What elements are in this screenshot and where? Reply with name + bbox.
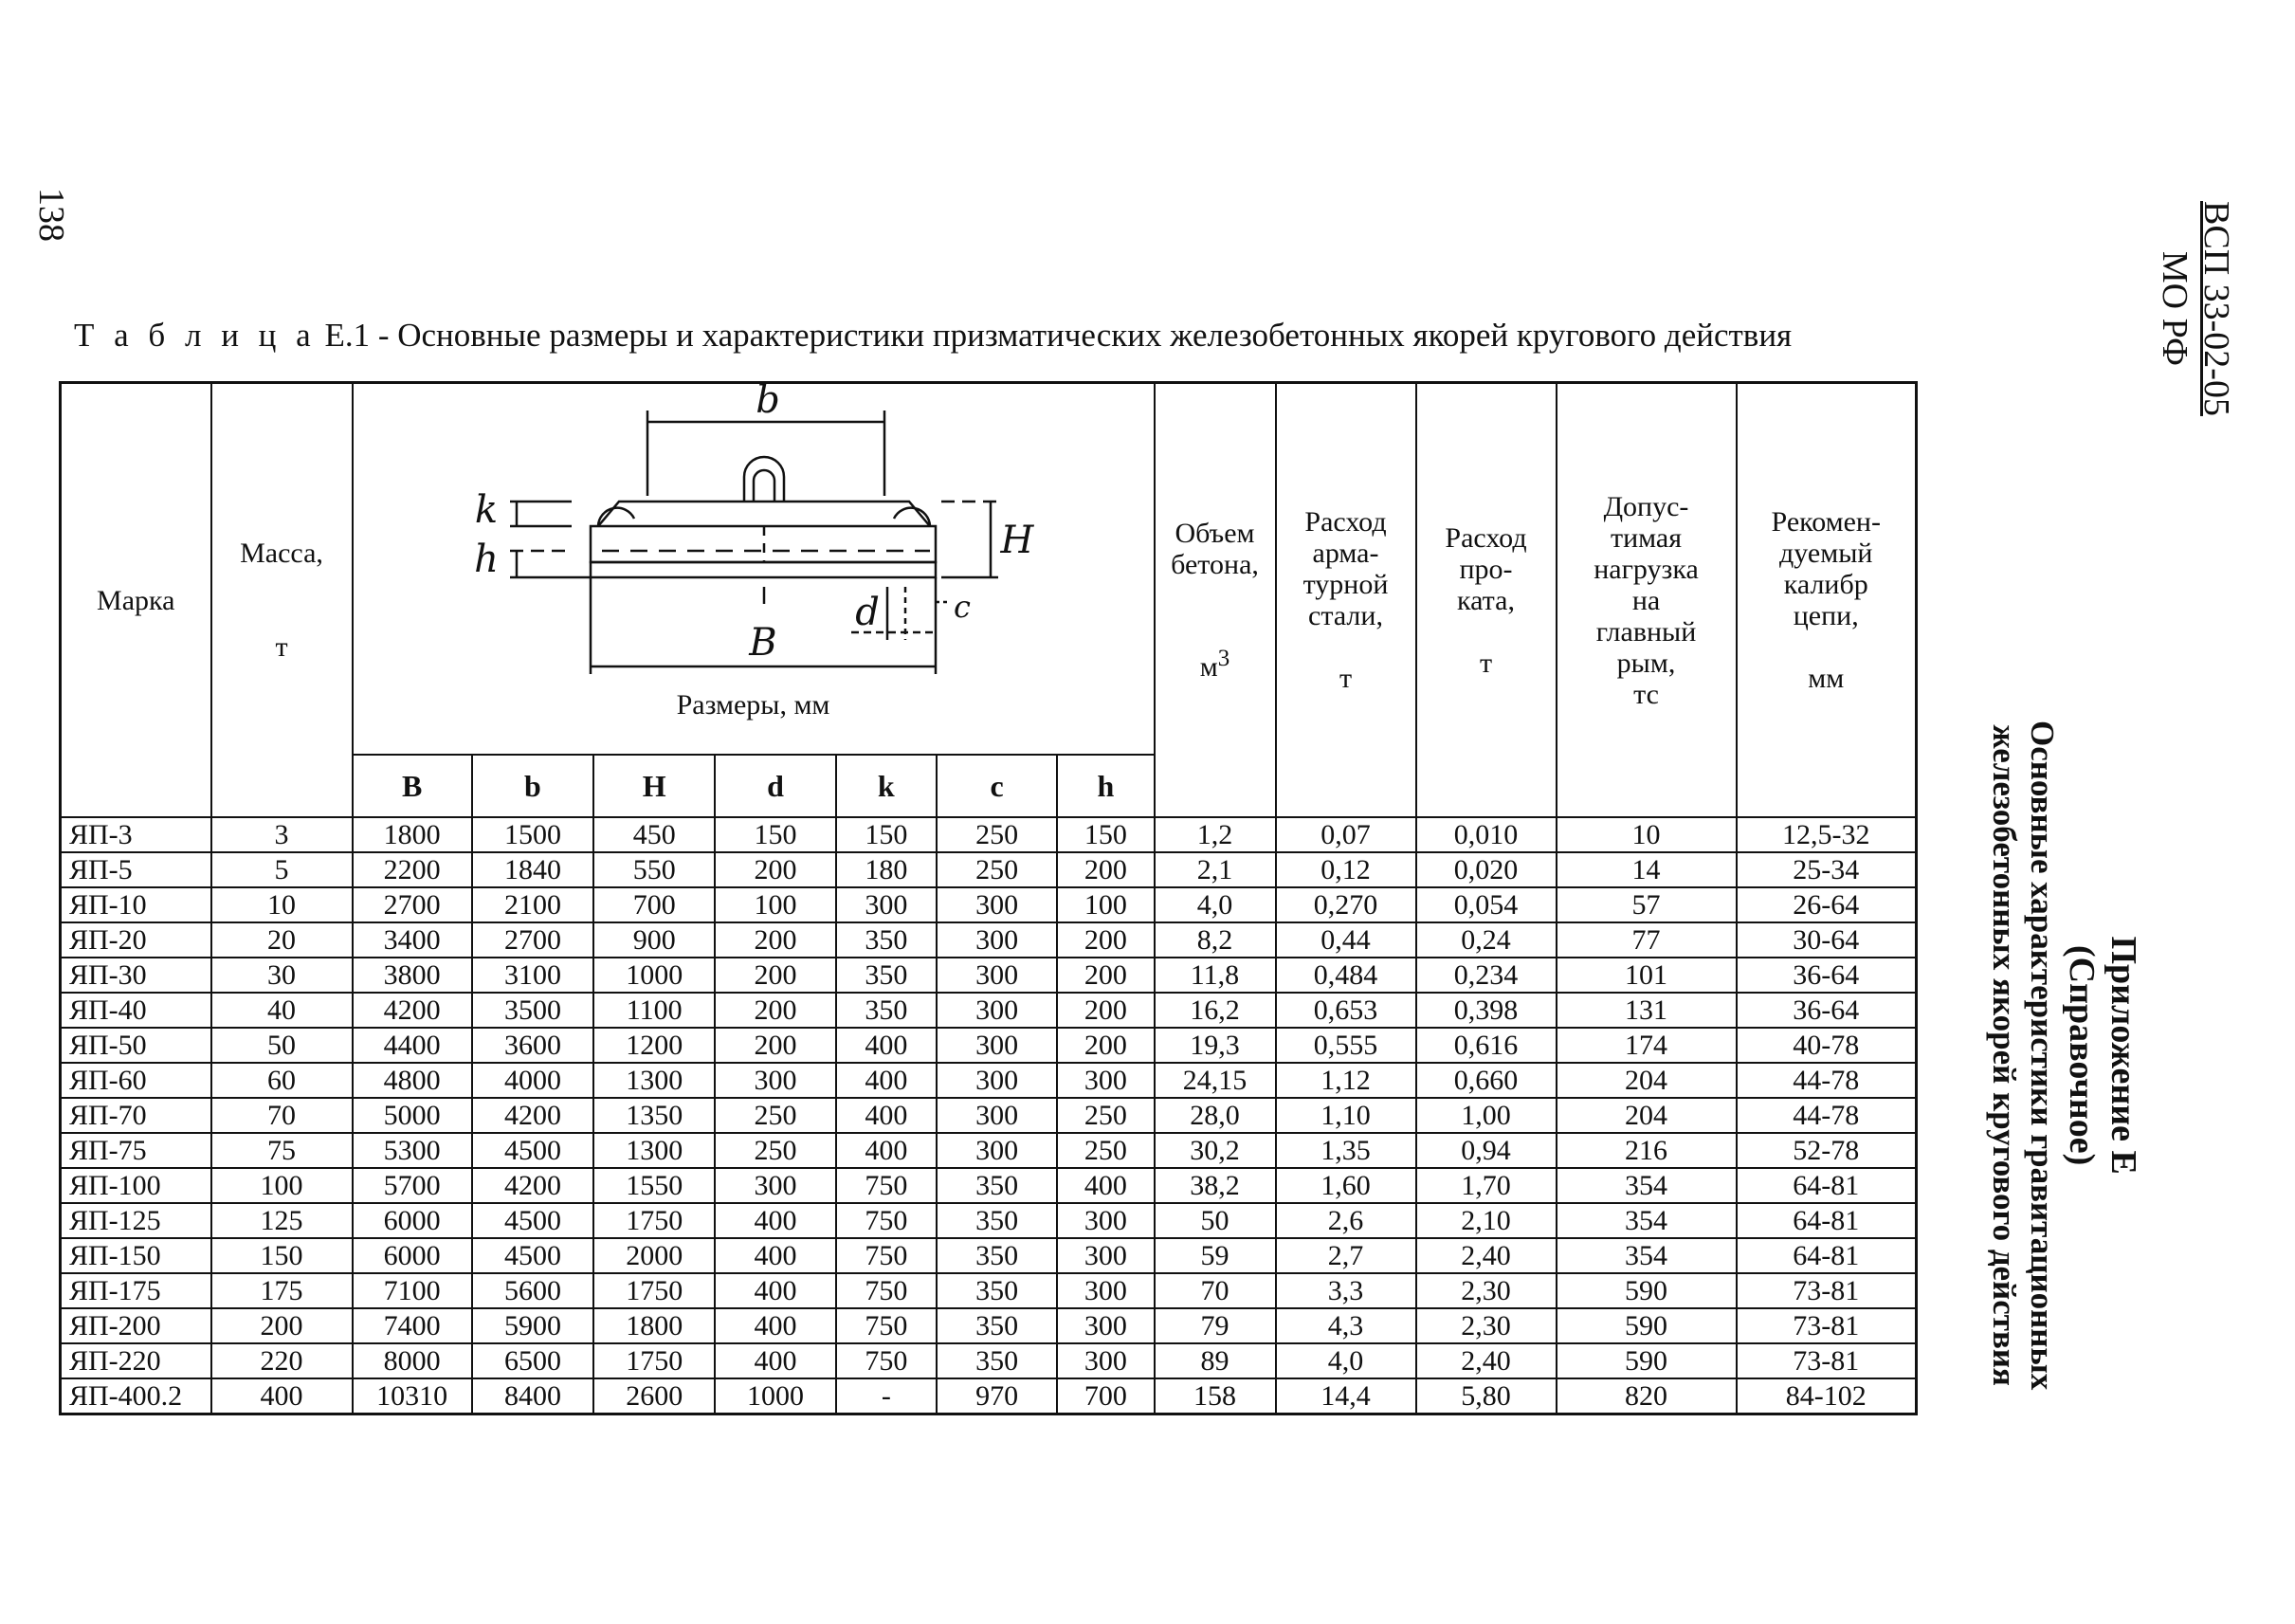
table-cell: 1,35 [1276, 1133, 1416, 1168]
table-cell: 1550 [593, 1168, 715, 1203]
table-cell: 300 [1057, 1343, 1154, 1378]
table-cell: 26-64 [1737, 887, 1917, 922]
anchor-top-chamfer [598, 502, 930, 526]
table-cell: 150 [836, 817, 937, 852]
table-row [61, 1098, 1917, 1133]
anchor-characteristics-table [59, 381, 1918, 1415]
table-cell: 2,40 [1416, 1238, 1557, 1273]
table-cell-mark: ЯП-40 [61, 993, 211, 1028]
table-cell: 0,555 [1276, 1028, 1416, 1063]
table-row [61, 958, 1917, 993]
table-cell: 25-34 [1737, 852, 1917, 887]
table-cell: 2,30 [1416, 1308, 1557, 1343]
table-cell: 0,653 [1276, 993, 1416, 1028]
header-rebar: Расход арма- турной стали, т [1276, 383, 1416, 818]
table-cell: 4500 [472, 1238, 593, 1273]
table-cell: 158 [1155, 1378, 1276, 1414]
table-cell: 100 [1057, 887, 1154, 922]
table-cell: 200 [1057, 852, 1154, 887]
table-cell: 820 [1557, 1378, 1737, 1414]
table-cell-mark: ЯП-150 [61, 1238, 211, 1273]
side-lug-left [598, 508, 634, 526]
diagram-label-h: h [473, 538, 499, 581]
table-cell: 590 [1557, 1308, 1737, 1343]
table-cell: 73-81 [1737, 1308, 1917, 1343]
table-cell: 1750 [593, 1343, 715, 1378]
table-cell: 3 [211, 817, 353, 852]
appendix-heading-line2: железобетонных якорей кругового действия [1986, 724, 2023, 1386]
table-cell: 1350 [593, 1098, 715, 1133]
table-row [61, 1378, 1917, 1414]
table-cell: 400 [836, 1063, 937, 1098]
table-cell-mark: ЯП-220 [61, 1343, 211, 1378]
table-cell: 180 [836, 852, 937, 887]
table-cell: 1300 [593, 1063, 715, 1098]
table-cell: 350 [937, 1238, 1057, 1273]
table-cell: 300 [937, 958, 1057, 993]
side-lug-right [894, 508, 930, 526]
main-ring [744, 457, 784, 502]
table-cell: 700 [593, 887, 715, 922]
table-cell: 8,2 [1155, 922, 1276, 958]
diagram-label-b: b [755, 384, 780, 422]
table-cell: 4400 [353, 1028, 472, 1063]
table-cell: 4500 [472, 1133, 593, 1168]
table-cell-mark: ЯП-3 [61, 817, 211, 852]
subheader-B: B [353, 755, 472, 817]
table-cell: 2,7 [1276, 1238, 1416, 1273]
table-cell: 400 [211, 1378, 353, 1414]
table-cell: 5600 [472, 1273, 593, 1308]
table-cell: 40 [211, 993, 353, 1028]
table-cell: 4200 [353, 993, 472, 1028]
table-cell: 2100 [472, 887, 593, 922]
table-cell: 590 [1557, 1273, 1737, 1308]
table-cell: 354 [1557, 1168, 1737, 1203]
table-cell: 700 [1057, 1378, 1154, 1414]
table-cell: 350 [937, 1343, 1057, 1378]
table-cell: 350 [836, 922, 937, 958]
table-cell: 750 [836, 1273, 937, 1308]
appendix-heading-line1: Основные характеристики гравитационных [2024, 721, 2061, 1391]
table-row [61, 1203, 1917, 1238]
table-cell: 100 [715, 887, 835, 922]
table-cell: 750 [836, 1168, 937, 1203]
table-cell: 300 [1057, 1203, 1154, 1238]
table-cell: 70 [211, 1098, 353, 1133]
table-cell: 300 [937, 993, 1057, 1028]
table-cell: 4800 [353, 1063, 472, 1098]
table-cell: 0,07 [1276, 817, 1416, 852]
table-cell: 750 [836, 1343, 937, 1378]
table-cell-mark: ЯП-30 [61, 958, 211, 993]
subheader-k: k [836, 755, 937, 817]
table-cell: 300 [937, 1028, 1057, 1063]
table-cell: 131 [1557, 993, 1737, 1028]
table-cell: 200 [211, 1308, 353, 1343]
table-cell: 300 [1057, 1063, 1154, 1098]
table-cell: 300 [1057, 1238, 1154, 1273]
table-cell: 200 [715, 852, 835, 887]
table-cell: 60 [211, 1063, 353, 1098]
diagram-label-B: B [748, 621, 777, 665]
table-cell: 750 [836, 1308, 937, 1343]
table-cell: 220 [211, 1343, 353, 1378]
table-cell: 10 [211, 887, 353, 922]
table-cell-mark: ЯП-60 [61, 1063, 211, 1098]
table-cell: 200 [1057, 922, 1154, 958]
table-cell: 3800 [353, 958, 472, 993]
table-cell: 4000 [472, 1063, 593, 1098]
table-cell: 300 [937, 922, 1057, 958]
table-cell: 1,70 [1416, 1168, 1557, 1203]
table-cell: 125 [211, 1203, 353, 1238]
table-cell: 0,234 [1416, 958, 1557, 993]
table-cell: - [836, 1378, 937, 1414]
table-cell: 1300 [593, 1133, 715, 1168]
table-cell: 1000 [593, 958, 715, 993]
table-cell: 0,94 [1416, 1133, 1557, 1168]
table-cell: 57 [1557, 887, 1737, 922]
table-cell: 16,2 [1155, 993, 1276, 1028]
table-cell: 300 [715, 1168, 835, 1203]
table-cell: 0,44 [1276, 922, 1416, 958]
table-cell: 5 [211, 852, 353, 887]
table-cell-mark: ЯП-100 [61, 1168, 211, 1203]
subheader-h: h [1057, 755, 1154, 817]
table-cell: 2,10 [1416, 1203, 1557, 1238]
dimensions-caption: Размеры, мм [676, 689, 830, 721]
table-cell: 350 [836, 958, 937, 993]
header-load: Допус- тимая нагрузка на главный рым, тс [1557, 383, 1737, 818]
table-cell: 200 [715, 1028, 835, 1063]
document-code [2154, 201, 2237, 416]
table-cell: 354 [1557, 1238, 1737, 1273]
table-cell: 6000 [353, 1203, 472, 1238]
table-cell: 354 [1557, 1203, 1737, 1238]
table-cell: 1,60 [1276, 1168, 1416, 1203]
table-cell-mark: ЯП-20 [61, 922, 211, 958]
table-cell: 174 [1557, 1028, 1737, 1063]
table-cell: 400 [836, 1133, 937, 1168]
table-cell: 3600 [472, 1028, 593, 1063]
appendix-subtitle: (Справочное) [2062, 945, 2102, 1166]
table-cell: 400 [715, 1273, 835, 1308]
table-cell: 0,24 [1416, 922, 1557, 958]
table-cell: 77 [1557, 922, 1737, 958]
table-cell: 400 [715, 1203, 835, 1238]
table-cell: 200 [1057, 958, 1154, 993]
appendix-heading [1985, 721, 2144, 1390]
doc-code-line: ВСП 33-02-05 [2196, 201, 2236, 416]
table-cell: 19,3 [1155, 1028, 1276, 1063]
table-cell-mark: ЯП-75 [61, 1133, 211, 1168]
table-cell: 250 [715, 1098, 835, 1133]
table-cell: 970 [937, 1378, 1057, 1414]
table-cell: 300 [937, 887, 1057, 922]
table-cell: 2700 [353, 887, 472, 922]
table-cell: 750 [836, 1238, 937, 1273]
table-cell: 4200 [472, 1098, 593, 1133]
table-cell-mark: ЯП-5 [61, 852, 211, 887]
table-cell: 300 [1057, 1308, 1154, 1343]
table-cell: 3400 [353, 922, 472, 958]
table-row [61, 1308, 1917, 1343]
header-row [61, 383, 1917, 756]
table-cell: 200 [1057, 993, 1154, 1028]
table-cell: 30,2 [1155, 1133, 1276, 1168]
table-cell: 30-64 [1737, 922, 1917, 958]
table-cell: 75 [211, 1133, 353, 1168]
table-cell: 0,054 [1416, 887, 1557, 922]
table-cell: 350 [937, 1203, 1057, 1238]
table-row [61, 817, 1917, 852]
table-cell: 2200 [353, 852, 472, 887]
table-cell: 50 [1155, 1203, 1276, 1238]
table-cell-mark: ЯП-175 [61, 1273, 211, 1308]
table-row [61, 1343, 1917, 1378]
table-cell: 1800 [353, 817, 472, 852]
table-cell: 2,6 [1276, 1203, 1416, 1238]
table-title [74, 317, 1792, 355]
table-row [61, 1168, 1917, 1203]
table-cell: 0,12 [1276, 852, 1416, 887]
table-cell: 350 [937, 1308, 1057, 1343]
table-cell: 10 [1557, 817, 1737, 852]
table-cell: 250 [1057, 1098, 1154, 1133]
table-cell: 5,80 [1416, 1378, 1557, 1414]
page-number: 138 [31, 188, 71, 242]
table-cell: 4,0 [1155, 887, 1276, 922]
table-cell: 73-81 [1737, 1273, 1917, 1308]
table-cell: 300 [937, 1098, 1057, 1133]
table-cell: 3500 [472, 993, 593, 1028]
header-rolled: Расход про- ката, т [1416, 383, 1557, 818]
table-cell: 101 [1557, 958, 1737, 993]
table-cell: 400 [836, 1028, 937, 1063]
table-cell: 5900 [472, 1308, 593, 1343]
table-cell: 1100 [593, 993, 715, 1028]
table-cell: 100 [211, 1168, 353, 1203]
table-cell: 30 [211, 958, 353, 993]
table-cell: 200 [715, 958, 835, 993]
table-cell: 12,5-32 [1737, 817, 1917, 852]
table-cell: 70 [1155, 1273, 1276, 1308]
table-cell: 200 [715, 922, 835, 958]
table-cell: 1750 [593, 1273, 715, 1308]
table-cell: 900 [593, 922, 715, 958]
table-cell: 64-81 [1737, 1168, 1917, 1203]
table-row [61, 1238, 1917, 1273]
header-concrete: Объем бетона, $м^3$ [1155, 383, 1276, 818]
table-cell: 350 [937, 1168, 1057, 1203]
table-cell: 24,15 [1155, 1063, 1276, 1098]
table-cell: 44-78 [1737, 1063, 1917, 1098]
table-cell: 5000 [353, 1098, 472, 1133]
table-cell: 89 [1155, 1343, 1276, 1378]
diagram-label-c: c [953, 589, 971, 625]
table-cell-mark: ЯП-400.2 [61, 1378, 211, 1414]
table-cell: 8000 [353, 1343, 472, 1378]
table-cell: 0,020 [1416, 852, 1557, 887]
table-cell: 1000 [715, 1378, 835, 1414]
subheader-b: b [472, 755, 593, 817]
table-cell: 1,00 [1416, 1098, 1557, 1133]
table-cell: 50 [211, 1028, 353, 1063]
table-cell: 1,10 [1276, 1098, 1416, 1133]
table-cell: 73-81 [1737, 1343, 1917, 1378]
table-cell: 4200 [472, 1168, 593, 1203]
table-cell: 4500 [472, 1203, 593, 1238]
table-cell: 38,2 [1155, 1168, 1276, 1203]
table-cell: 3100 [472, 958, 593, 993]
table-cell: 590 [1557, 1343, 1737, 1378]
table-cell: 1800 [593, 1308, 715, 1343]
table-row [61, 993, 1917, 1028]
header-mass: Масса, т [211, 383, 353, 818]
table-cell-mark: ЯП-125 [61, 1203, 211, 1238]
table-cell: 6000 [353, 1238, 472, 1273]
table-row [61, 852, 1917, 887]
table-cell: 250 [715, 1133, 835, 1168]
table-cell: 4,0 [1276, 1343, 1416, 1378]
diagram-label-H: H [1000, 519, 1033, 562]
table-cell-mark: ЯП-200 [61, 1308, 211, 1343]
subheader-d: d [715, 755, 835, 817]
table-cell: 300 [836, 887, 937, 922]
table-cell: 400 [715, 1343, 835, 1378]
header-mark: Марка [61, 383, 211, 818]
table-cell: 44-78 [1737, 1098, 1917, 1133]
table-cell: 28,0 [1155, 1098, 1276, 1133]
table-row [61, 922, 1917, 958]
table-cell: 150 [715, 817, 835, 852]
table-cell: 52-78 [1737, 1133, 1917, 1168]
diagram-label-d: d [854, 591, 880, 634]
table-cell: 0,660 [1416, 1063, 1557, 1098]
table-cell: 59 [1155, 1238, 1276, 1273]
table-cell: 350 [836, 993, 937, 1028]
table-row [61, 1133, 1917, 1168]
dimensions-diagram-cell [353, 383, 1155, 756]
table-cell: 5300 [353, 1133, 472, 1168]
table-title-text: Е.1 - Основные размеры и характеристики призматических железобетонных якорей кругового действия [316, 317, 1793, 354]
header-chain: Рекомен- дуемый калибр цепи, мм [1737, 383, 1917, 818]
table-cell: 0,270 [1276, 887, 1416, 922]
subheader-H: H [593, 755, 715, 817]
table-cell: 0,616 [1416, 1028, 1557, 1063]
table-cell: 550 [593, 852, 715, 887]
table-cell: 3,3 [1276, 1273, 1416, 1308]
table-cell: 300 [937, 1133, 1057, 1168]
table-cell: 5700 [353, 1168, 472, 1203]
table-cell: 200 [715, 993, 835, 1028]
table-cell: 2600 [593, 1378, 715, 1414]
table-cell: 79 [1155, 1308, 1276, 1343]
table-cell-mark: ЯП-50 [61, 1028, 211, 1063]
table-cell: 14 [1557, 852, 1737, 887]
table-cell: 64-81 [1737, 1203, 1917, 1238]
table-cell-mark: ЯП-70 [61, 1098, 211, 1133]
anchor-bottom-plate [591, 562, 936, 577]
table-cell: 250 [937, 852, 1057, 887]
table-cell: 8400 [472, 1378, 593, 1414]
table-cell: 300 [1057, 1273, 1154, 1308]
table-cell: 11,8 [1155, 958, 1276, 993]
table-cell: 400 [715, 1308, 835, 1343]
table-cell: 216 [1557, 1133, 1737, 1168]
table-cell: 350 [937, 1273, 1057, 1308]
diagram-label-k: k [474, 488, 498, 532]
table-title-prefix: Т а б л и ц а [74, 317, 317, 354]
table-cell: 7400 [353, 1308, 472, 1343]
table-cell: 2,1 [1155, 852, 1276, 887]
table-row [61, 887, 1917, 922]
table-cell: 250 [937, 817, 1057, 852]
table-cell: 84-102 [1737, 1378, 1917, 1414]
table-cell: 1,12 [1276, 1063, 1416, 1098]
table-cell: 2,40 [1416, 1343, 1557, 1378]
table-cell: 10310 [353, 1378, 472, 1414]
table-cell: 300 [715, 1063, 835, 1098]
table-cell-mark: ЯП-10 [61, 887, 211, 922]
table-cell: 204 [1557, 1063, 1737, 1098]
table-cell: 2,30 [1416, 1273, 1557, 1308]
main-ring-inner [754, 470, 774, 502]
subheader-c: c [937, 755, 1057, 817]
table-cell: 36-64 [1737, 958, 1917, 993]
table-cell: 20 [211, 922, 353, 958]
table-cell: 14,4 [1276, 1378, 1416, 1414]
table-cell: 2000 [593, 1238, 715, 1273]
table-cell: 1200 [593, 1028, 715, 1063]
table-cell: 0,484 [1276, 958, 1416, 993]
table-cell: 40-78 [1737, 1028, 1917, 1063]
table-cell: 200 [1057, 1028, 1154, 1063]
table-cell: 7100 [353, 1273, 472, 1308]
table-cell: 4,3 [1276, 1308, 1416, 1343]
table-cell: 1500 [472, 817, 593, 852]
table-cell: 300 [937, 1063, 1057, 1098]
table-cell: 36-64 [1737, 993, 1917, 1028]
table-cell: 0,398 [1416, 993, 1557, 1028]
table-cell: 175 [211, 1273, 353, 1308]
table-cell: 750 [836, 1203, 937, 1238]
table-cell: 6500 [472, 1343, 593, 1378]
table-cell: 450 [593, 817, 715, 852]
appendix-title: Приложение Е [2104, 936, 2143, 1175]
table-cell: 64-81 [1737, 1238, 1917, 1273]
table-cell: 2700 [472, 922, 593, 958]
table-row [61, 1063, 1917, 1098]
table-cell: 204 [1557, 1098, 1737, 1133]
table-cell: 150 [211, 1238, 353, 1273]
table-cell: 0,010 [1416, 817, 1557, 852]
table-cell: 150 [1057, 817, 1154, 852]
table-cell: 1840 [472, 852, 593, 887]
table-row [61, 1273, 1917, 1308]
table-body [61, 817, 1917, 1414]
table-cell: 400 [836, 1098, 937, 1133]
table-cell: 1,2 [1155, 817, 1276, 852]
table-cell: 400 [1057, 1168, 1154, 1203]
table-row [61, 1028, 1917, 1063]
table-cell: 250 [1057, 1133, 1154, 1168]
table-cell: 400 [715, 1238, 835, 1273]
table-cell: 1750 [593, 1203, 715, 1238]
doc-org-line: МО РФ [2155, 250, 2195, 367]
